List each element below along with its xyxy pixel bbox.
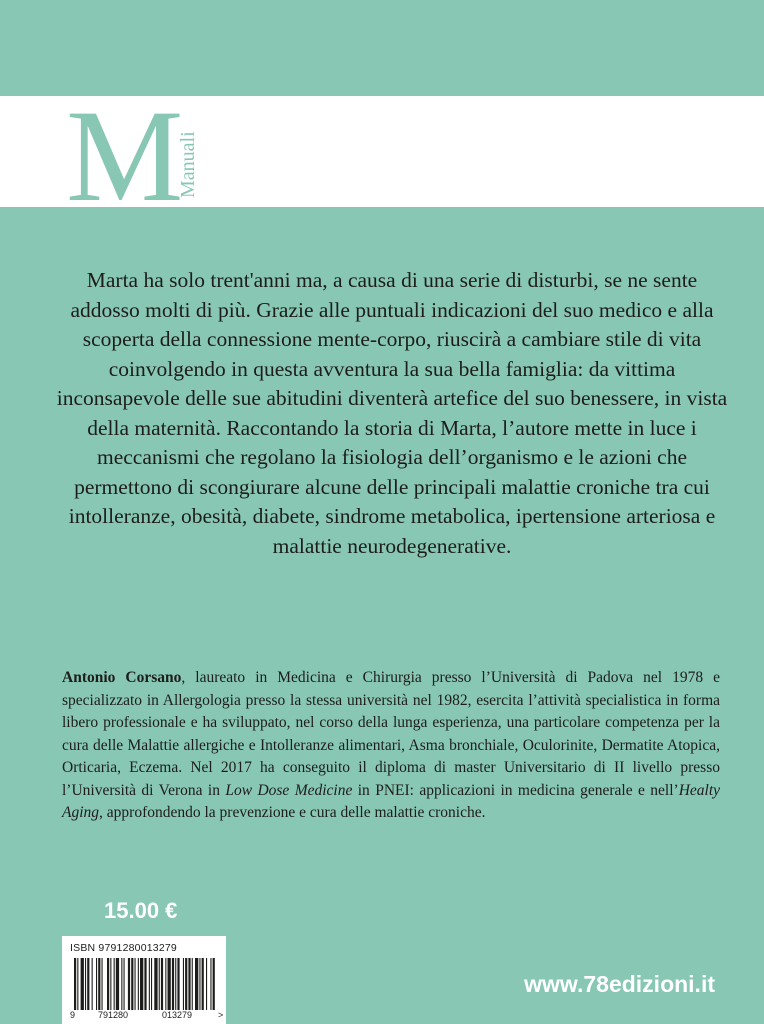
- author-bio: [62, 667, 720, 825]
- series-logo-word: Manuali: [177, 131, 199, 198]
- bio-text-3: , approfondendo la prevenzione e cura delle malattie croniche.: [99, 804, 486, 821]
- publisher-website: www.78edizioni.it: [524, 971, 715, 997]
- barcode-digit-group-2: 013279: [162, 1010, 193, 1020]
- bio-text-2: in PNEI: applicazioni in medicina generale e nell’: [352, 781, 679, 799]
- author-name: Antonio Corsano: [62, 669, 182, 686]
- synopsis-text: Marta ha solo trent'anni ma, a causa di una serie di disturbi, se ne sente addosso molti di più. Grazie alle puntuali indicazioni del suo medico e alla scoperta della connessione mente-corpo, riuscirà a cambiare stile di vita coinvolgendo in questa avventura la sua bella famiglia: da vittima inconsapevole delle sue abitudini diventerà artefice del suo benessere, in vista della maternità. Raccontando la storia di Marta, l’autore mette in luce i meccanismi che regolano la fisiologia dell’organismo e le azioni che permettono di scongiurare alcune delle principali malattie croniche tra cui intolleranze, obesità, diabete, sindrome metabolica, ipertensione arteriosa e malattie neurodegenerative.: [56, 268, 728, 558]
- isbn-label: ISBN 9791280013279: [70, 942, 177, 954]
- bio-italic-2: Healty Aging: [62, 781, 721, 821]
- barcode-digit-end: >: [218, 1010, 224, 1020]
- barcode-digit-first: 9: [70, 1010, 76, 1020]
- bio-text-1: , laureato in Medicina e Chirurgia presso l’Università di Padova nel 1978 e specializzato in Allergologia presso la stessa università nel 1982, esercita l’attività specialistica in forma libero professionale e ha sviluppato, nel corso della lunga esperienza, una particolare competenza per la cura delle Malattie allergiche e Intolleranze alimentari, Asma bronchiale, Oculorinite, Dermatite Atopica, Orticaria, Eczema. Nel 2017 ha conseguito il diploma di master Universitario di II livello presso l’Università di Verona in: [62, 669, 720, 799]
- series-logo-letter: M: [66, 82, 184, 229]
- barcode-icon: [70, 958, 218, 1014]
- price-label: 15.00 €: [104, 898, 178, 923]
- barcode-panel: [62, 936, 226, 1024]
- barcode-digit-group-1: 791280: [98, 1010, 129, 1020]
- bio-italic-1: Low Dose Medicine: [225, 781, 353, 799]
